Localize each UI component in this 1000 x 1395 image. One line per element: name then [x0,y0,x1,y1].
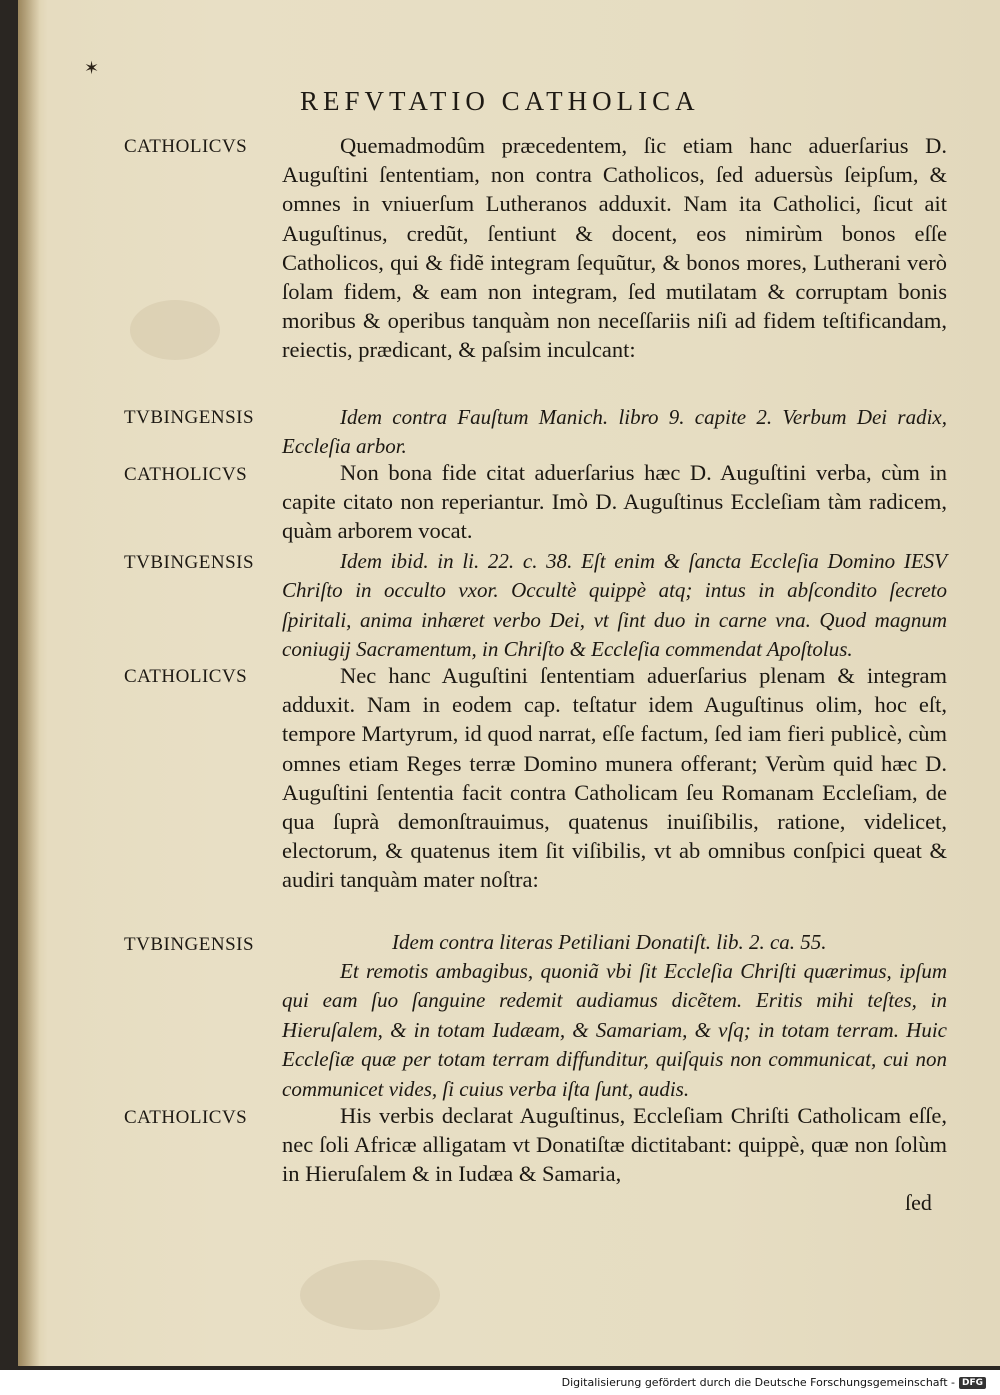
paragraph-text: Idem ibid. in li. 22. c. 38. Eſt enim & ſancta Eccleſia Domino IESV Chriſto in occulto vxor. Occultè quippè atq; intus in abſcondito ſecreto ſpiritali, anima inhæret verbo Dei, vt ſint duo in carne vna. Quod magnum coniugij Sacramentum, in Chriſto & Eccleſia commendat Apoſtolus. [282,549,947,662]
speaker-label: TVBINGENSIS [124,407,255,428]
speaker-label: CATHOLICVS [124,136,248,157]
paper-stain [300,1260,440,1330]
paper-stain [130,300,220,360]
speaker-label: CATHOLICVS [124,1107,248,1128]
citation-heading: Idem contra literas Petiliani Donatiſt. lib. 2. ca. 55. [392,930,827,954]
dfg-logo: DFG [959,1377,986,1389]
paragraph-text: Non bona fide citat aduerſarius hæc D. Auguſtini verba, cùm in capite citato non reperiantur. Imò D. Auguſtinus Eccleſiam tàm radicem, quàm arborem vocat. [282,460,947,544]
corner-mark: ✶ [84,58,100,79]
catchword: ſed [905,1190,932,1215]
paragraph-text: Nec hanc Auguſtini ſententiam aduerſarius plenam & integram adduxit. Nam in eodem cap. teſtatur idem Auguſtinus olim, hoc eſt, tempore Martyrum, id quod narrat, eſſe factum, ſed iam fieri publicè, cùm omnes etiam Reges terræ Domino munera offerant; Verùm quid hæc D. Auguſtini ſententia facit contra Catholicam ſeu Romanam Eccleſiam, de qua ſuprà demonſtrauimus, quatenus inuiſibilis, ratione, videlicet, electorum, & quatenus item ſit viſibilis, vt ab omnibus conſpici queat & audiri tanquàm mater noſtra: [282,663,947,893]
paragraph-text: His verbis declarat Auguſtinus, Eccleſiam Chriſti Catholicam eſſe, nec ſoli Africæ alligatam vt Donatiſtæ dictitabant: quippè, quæ non ſolùm in Hieruſalem & in Iudæa & Samaria, [282,1103,947,1187]
speaker-label: TVBINGENSIS [124,552,255,573]
speaker-label: CATHOLICVS [124,666,248,687]
speaker-label: TVBINGENSIS [124,934,255,955]
digitization-footer [562,1376,986,1389]
page-gutter-shadow [18,0,40,1366]
footer-text: Digitalisierung gefördert durch die Deutsche Forschungsgemeinschaft - [561,1376,955,1389]
quotation-text: Et remotis ambagibus, quoniã vbi ſit Eccleſia Chriſti quærimus, ipſum qui eam ſuo ſanguine redemit audiamus dicẽtem. Eritis mihi teſtes, in Hieruſalem, & in totam Iudæam, & Samariam, & vſq; in totam terram. Huic Eccleſiæ quæ per totam terram diffunditur, quiſquis non communicat, cui non communicet vides, ſi cuius verba iſta ſunt, audis. [282,959,947,1101]
running-head: REFVTATIO CATHOLICA [300,86,700,116]
paragraph-text: Quemadmodûm præcedentem, ſic etiam hanc aduerſarius D. Auguſtini ſententiam, non contra Catholicos, ſed aduersùs ſeipſum, & omnes in vniuerſum Lutheranos adduxit. Nam ita Catholici, ſicut ait Auguſtinus, credũt, ſentiunt & docent, eos nimirùm bonos eſſe Catholicos, qui & fidẽ integram ſequũtur, & bonos mores, Lutherani verò ſolam fidem, & eam non integram, ſed mutilatam & corruptam bonis moribus & operibus tanquàm non neceſſariis niſi ad fidem teſtificandam, reiectis, prædicant, & paſsim inculcant: [282,133,947,363]
speaker-label: CATHOLICVS [124,464,248,485]
paragraph-text: Idem contra Fauſtum Manich. libro 9. capite 2. Verbum Dei radix, Eccleſia arbor. [282,405,947,459]
